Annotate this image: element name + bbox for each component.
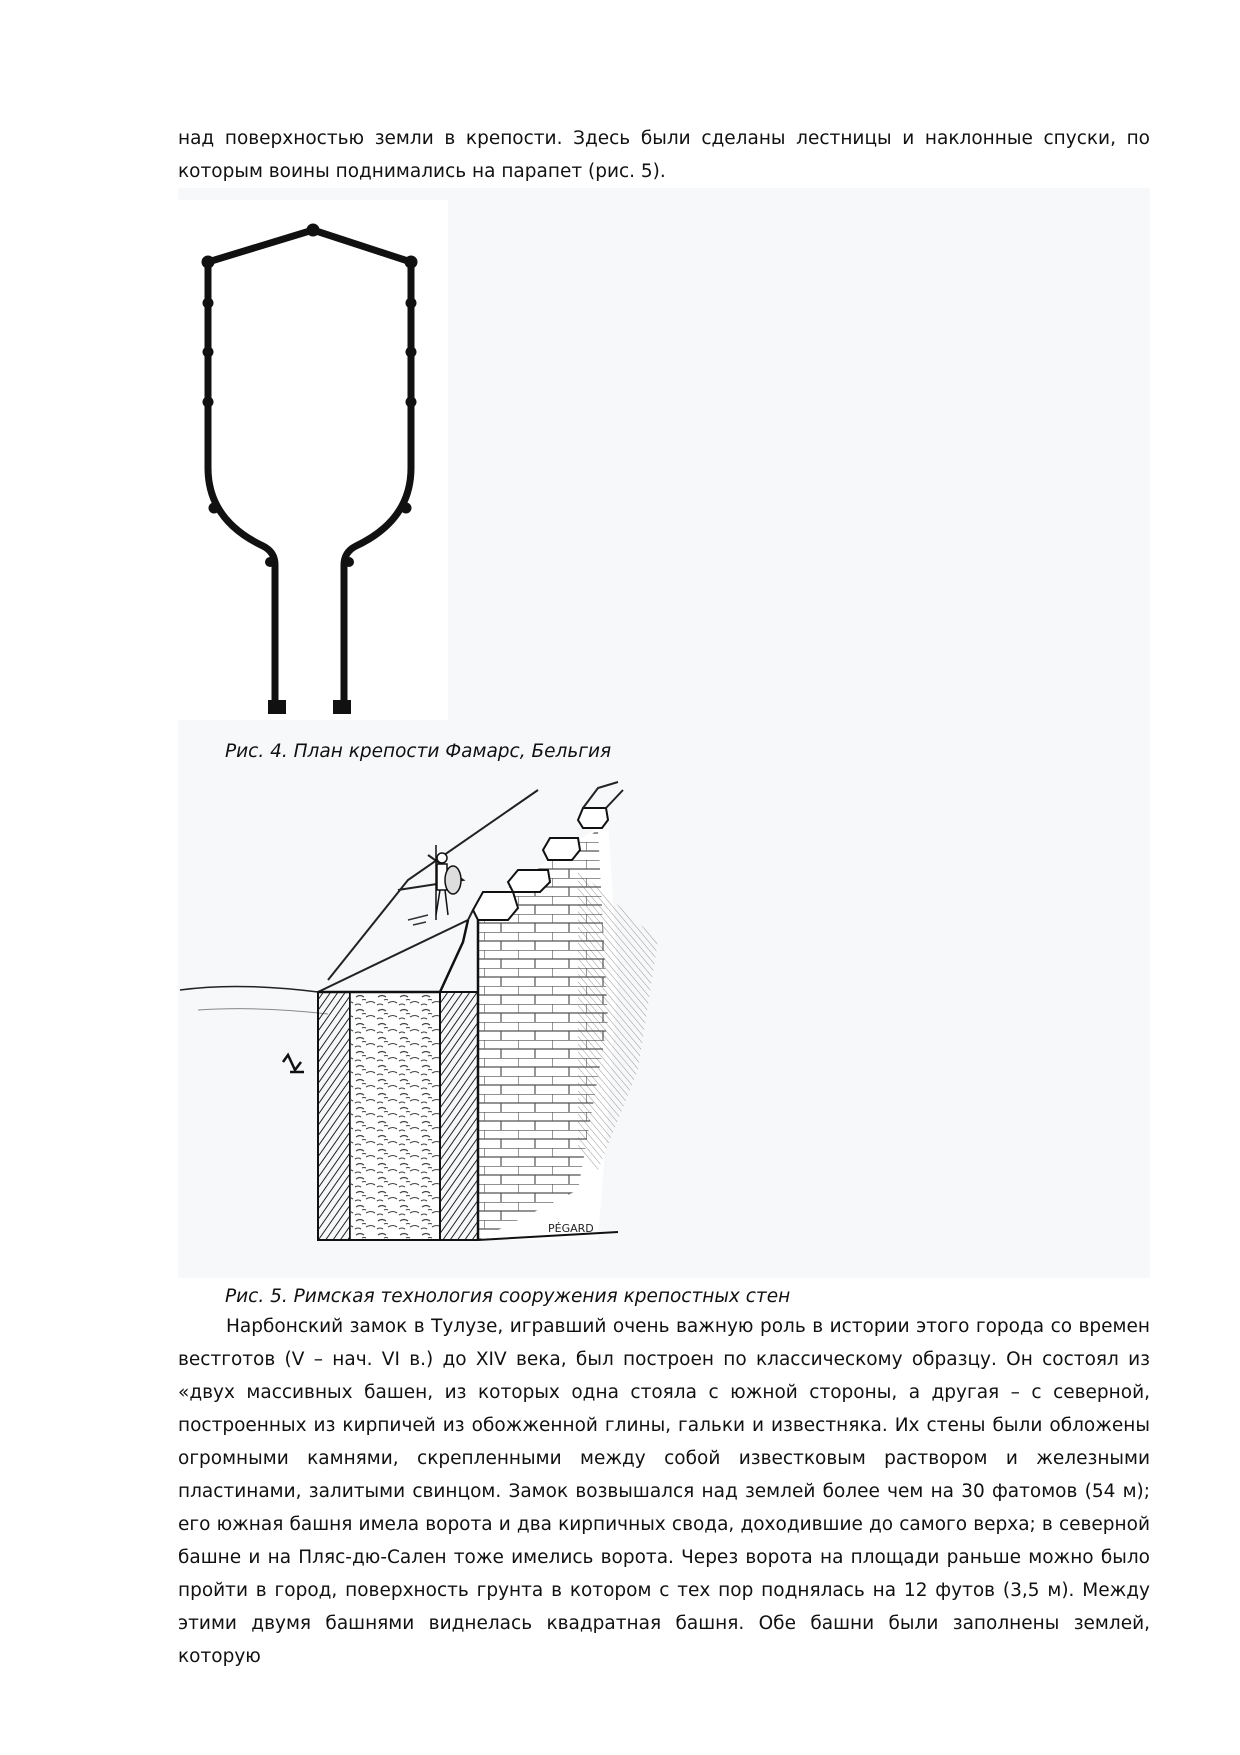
paragraph-main: Нарбонский замок в Тулузе, игравший очень важную роль в истории этого города со времен вестготов (V – нач. VI в.) до XIV века, был построен по классическому образцу. Он состоял из «двух массивных башен, из которых одна стояла с южной стороны, а другая – с северной, построенных из кирпичей из обожженной глины, гальки и известняка. Их стены были обложены огромными камнями, скрепленными между собой известковым раствором и железными пластинами, залитыми свинцом. Замок возвышался над землей более чем на 30 фатомов (54 м); его южная башня имела ворота и два кирпичных свода, доходившие до самого верха; в северной башне и на Пляс-дю-Сален тоже имелись ворота. Через ворота на площади раньше можно было пройти в город, поверхность грунта в котором с тех пор поднялась на 12 футов (3,5 м). Между этими двумя башнями виднелась квадратная башня. Обе башни были заполнены землей, которую [178,1316,1150,1667]
figure-5-wall-illustration [178,770,778,1260]
paragraph-top: над поверхностью земли в крепости. Здесь были сделаны лестницы и наклонные спуски, по которым воины поднимались на парапет (рис. 5). [178,128,1150,182]
soldier-figure [436,845,461,920]
figure-5-caption: Рис. 5. Римская технология сооружения крепостных стен [225,1286,791,1307]
artist-signature: PÉGARD [548,1222,594,1235]
figure-4-plan [178,200,478,720]
figure-4-caption: Рис. 4. План крепости Фамарс, Бельгия [225,741,612,762]
